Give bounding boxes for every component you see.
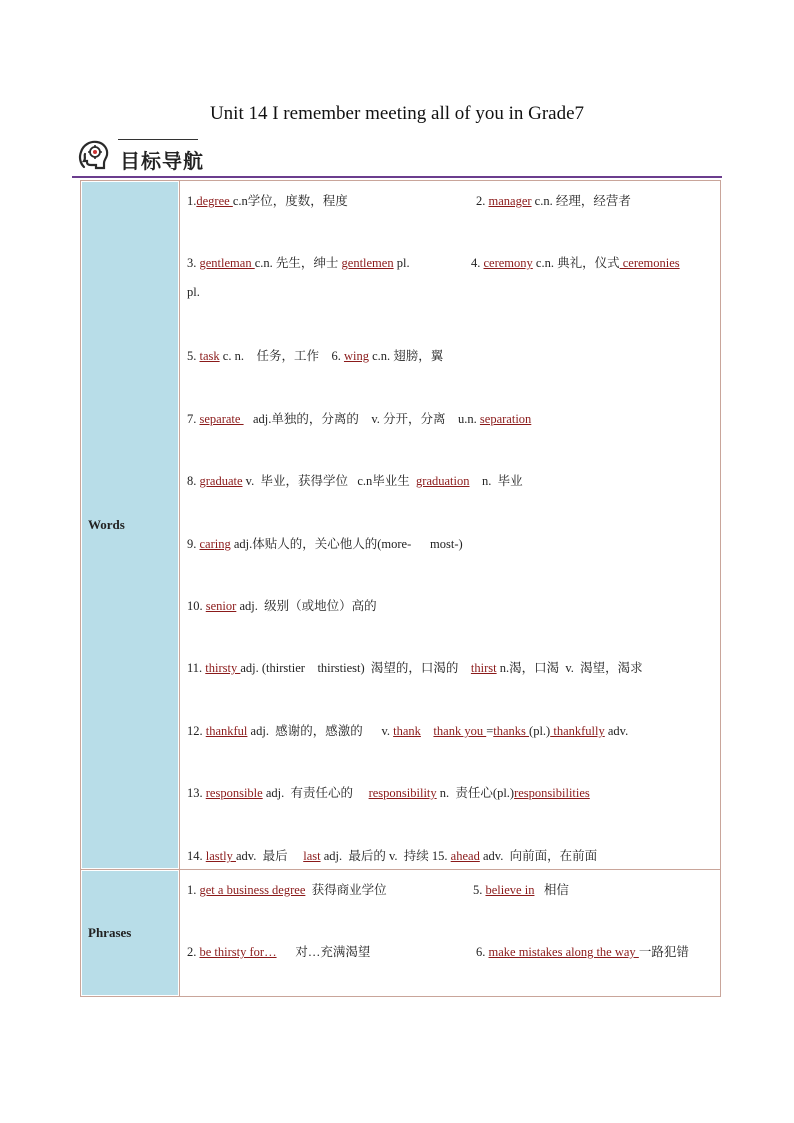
word-line-4-cont: pl. — [187, 285, 200, 299]
phrase-line-6: 6. make mistakes along the way 一路犯错 — [476, 945, 689, 959]
word-line-1: 1.degree c.n学位，度数，程度 — [187, 194, 348, 208]
answer-blank: graduation — [416, 474, 470, 488]
word-line-8: 8. graduate v. 毕业，获得学位 c.n毕业生 graduation n. 毕业 — [187, 474, 523, 488]
answer-blank: responsibility — [368, 786, 437, 800]
answer-blank: degree — [196, 194, 233, 208]
answer-blank: get a business degree — [199, 883, 306, 897]
answer-blank: wing — [343, 349, 369, 363]
words-row — [81, 181, 721, 870]
words-label: Words — [81, 181, 180, 870]
answer-blank: thanks — [493, 724, 530, 738]
word-line-14: 14. lastly adv. 最后 last adj. 最后的 v. 持续 15. ahead adv. 向前面，在前面 — [187, 849, 598, 863]
answer-blank: responsibilities — [514, 786, 590, 800]
phrase-line-1: 1. get a business degree 获得商业学位 — [187, 883, 387, 897]
answer-blank: gentleman — [199, 256, 255, 270]
banner-top-rule — [118, 139, 198, 140]
answer-blank: lastly — [205, 849, 236, 863]
word-line-3: 3. gentleman c.n. 先生，绅士 gentlemen pl. — [187, 256, 410, 270]
words-cell — [180, 181, 721, 870]
answer-blank: thirst — [470, 661, 497, 675]
section-banner-title: 目标导航 — [120, 149, 204, 173]
answer-blank: believe in — [485, 883, 535, 897]
banner-rule — [72, 176, 722, 178]
word-line-9: 9. caring adj.体贴人的，关心他人的(more- most-) — [187, 537, 463, 551]
word-line-2: 2. manager c.n. 经理，经营者 — [476, 194, 631, 208]
word-line-10: 10. senior adj. 级别（或地位）高的 — [187, 599, 377, 613]
phrase-line-2: 2. be thirsty for… 对…充满渴望 — [187, 945, 371, 959]
answer-blank: thank — [393, 724, 421, 738]
answer-blank: thirsty — [205, 661, 241, 675]
word-line-13: 13. responsible adj. 有责任心的 responsibility n. 责任心(pl.)responsibilities — [187, 786, 590, 800]
brain-gear-icon — [76, 137, 112, 173]
answer-blank: caring — [199, 537, 231, 551]
vocab-table — [80, 180, 721, 997]
answer-blank: manager — [488, 194, 532, 208]
answer-blank: separate — [199, 412, 244, 426]
phrase-line-5: 5. believe in 相信 — [473, 883, 569, 897]
answer-blank: ceremonies — [619, 256, 680, 270]
answer-blank: responsible — [205, 786, 263, 800]
answer-blank: make mistakes along the way — [488, 945, 639, 959]
page-title: Unit 14 I remember meeting all of you in Grade7 — [209, 103, 585, 124]
phrases-label: Phrases — [81, 870, 180, 997]
answer-blank: last — [303, 849, 321, 863]
answer-blank: thankful — [205, 724, 248, 738]
answer-blank: ceremony — [483, 256, 533, 270]
word-line-11: 11. thirsty adj. (thirstier thirstiest) 渴望的，口渴的 thirst n.渴，口渴 v. 渴望，渴求 — [187, 661, 643, 675]
word-line-12: 12. thankful adj. 感谢的，感激的 v. thank thank you =thanks (pl.) thankfully adv. — [187, 724, 629, 738]
answer-blank: thankfully — [550, 724, 605, 738]
word-line-7: 7. separate adj.单独的，分离的 v. 分开，分离 u.n. separation — [187, 412, 532, 426]
answer-blank: be thirsty for… — [199, 945, 277, 959]
answer-blank: gentlemen — [341, 256, 394, 270]
answer-blank: thank you — [433, 724, 487, 738]
answer-blank: ahead — [450, 849, 480, 863]
answer-blank: separation — [479, 412, 532, 426]
word-line-5: 5. task c. n. 任务，工作 6. wing c.n. 翅膀，翼 — [187, 349, 444, 363]
answer-blank: task — [199, 349, 220, 363]
phrases-cell — [180, 870, 721, 997]
word-line-4: 4. ceremony c.n. 典礼，仪式 ceremonies — [471, 256, 680, 270]
phrases-row — [81, 870, 721, 997]
answer-blank: graduate — [199, 474, 243, 488]
answer-blank: senior — [205, 599, 237, 613]
